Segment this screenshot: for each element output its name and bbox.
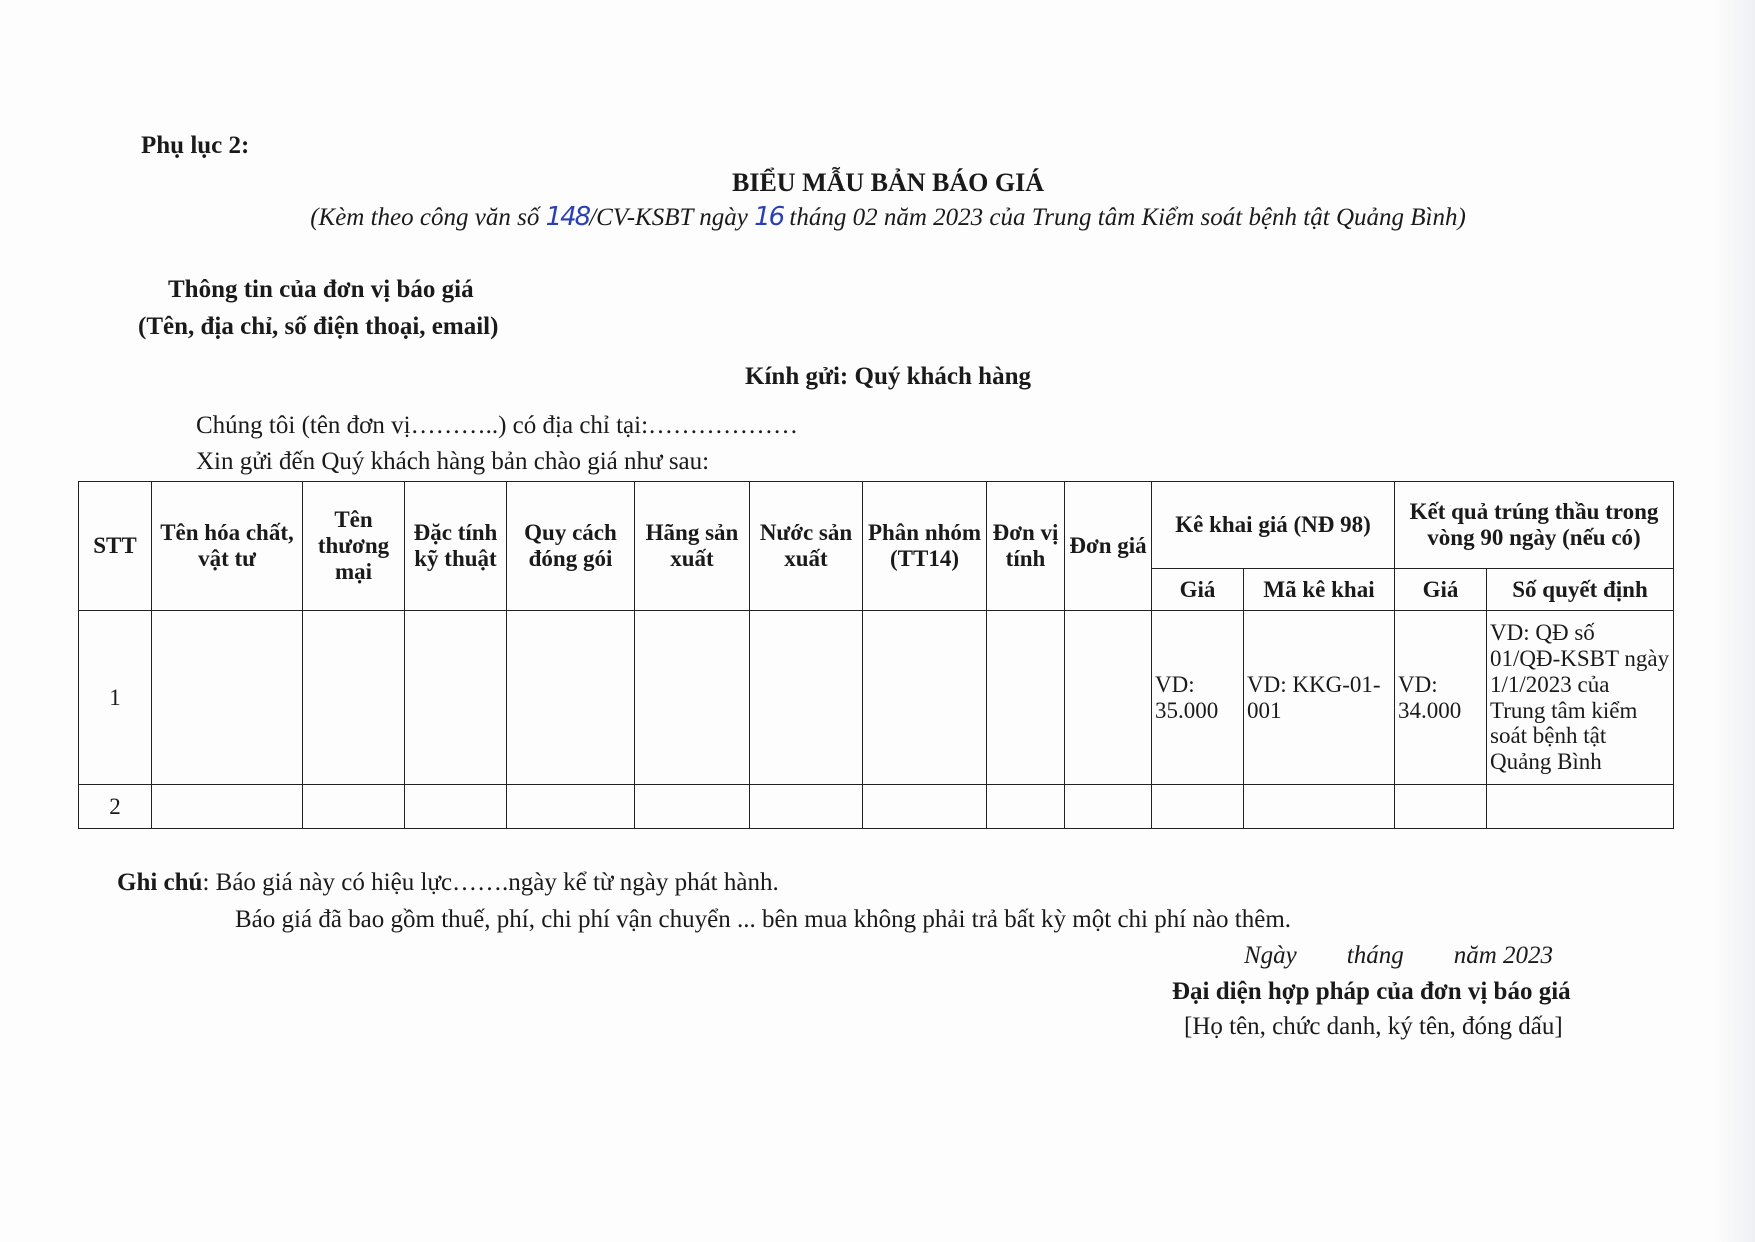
- appendix-label: Phụ lục 2:: [141, 132, 250, 159]
- header-declared-group: Kê khai giá (NĐ 98): [1152, 482, 1395, 569]
- document-subtitle: [0, 204, 1755, 230]
- header-declared-price: Giá: [1152, 569, 1244, 611]
- recipient-line: Kính gửi: Quý khách hàng: [745, 363, 1031, 390]
- document-title: BIỂU MẪU BẢN BÁO GIÁ: [731, 168, 1045, 197]
- cell-declared-price: VD: 35.000: [1152, 611, 1244, 785]
- sender-info-fields: (Tên, địa chỉ, số điện thoại, email): [138, 313, 499, 340]
- table-row: [79, 611, 1674, 785]
- header-name: Tên hóa chất, vật tư: [152, 482, 303, 611]
- cell-declared-price: [1152, 785, 1244, 829]
- cell-stt: 1: [79, 611, 152, 785]
- signature-title: Đại diện hợp pháp của đơn vị báo giá: [1172, 978, 1571, 1005]
- subtitle-text: (Kèm theo công văn số: [310, 204, 546, 231]
- cell-result-price: [1395, 785, 1487, 829]
- table-row: [79, 785, 1674, 829]
- subtitle-text: /CV-KSBT ngày: [589, 204, 755, 231]
- header-group: Phân nhóm (TT14): [863, 482, 987, 611]
- handwritten-day: 16: [754, 202, 784, 232]
- cell-decision-no: [1487, 785, 1674, 829]
- intro-line-2: Xin gửi đến Quý khách hàng bản chào giá như sau:: [196, 448, 710, 475]
- header-manufacturer: Hãng sản xuất: [635, 482, 750, 611]
- sender-info-heading: Thông tin của đơn vị báo giá: [168, 276, 474, 303]
- intro-line-1: Chúng tôi (tên đơn vị………..) có địa chỉ tại:………………: [196, 412, 799, 439]
- header-stt: STT: [79, 482, 152, 611]
- header-packing: Quy cách đóng gói: [507, 482, 635, 611]
- cell-result-price: VD: 34.000: [1395, 611, 1487, 785]
- cell-declared-code: VD: KKG-01-001: [1244, 611, 1395, 785]
- handwritten-doc-number: 148: [545, 202, 590, 232]
- header-decision-no: Số quyết định: [1487, 569, 1674, 611]
- cell-stt: 2: [79, 785, 152, 829]
- note-text: : Báo giá này có hiệu lực…….ngày kể từ ngày phát hành.: [202, 869, 779, 896]
- header-result-price: Giá: [1395, 569, 1487, 611]
- quotation-table: [78, 481, 1674, 829]
- cell-declared-code: [1244, 785, 1395, 829]
- header-country: Nước sản xuất: [750, 482, 863, 611]
- signature-instruction: [Họ tên, chức danh, ký tên, đóng dấu]: [1184, 1013, 1563, 1040]
- header-result-group: Kết quả trúng thầu trong vòng 90 ngày (nếu có): [1395, 482, 1674, 569]
- subtitle-text: tháng 02 năm 2023 của Trung tâm Kiểm soát bệnh tật Quảng Bình): [783, 204, 1466, 231]
- header-declared-code: Mã kê khai: [1244, 569, 1395, 611]
- signature-date: Ngày tháng năm 2023: [1244, 942, 1554, 969]
- header-specs: Đặc tính kỹ thuật: [405, 482, 507, 611]
- header-trade-name: Tên thương mại: [303, 482, 405, 611]
- cell-decision-no: VD: QĐ số 01/QĐ-KSBT ngày 1/1/2023 của Trung tâm kiểm soát bệnh tật Quảng Bình: [1487, 611, 1674, 785]
- header-unit-price: Đơn giá: [1065, 482, 1152, 611]
- note-label: Ghi chú: [117, 869, 203, 896]
- header-unit: Đơn vị tính: [987, 482, 1065, 611]
- note-line-1: [117, 870, 779, 895]
- note-line-2: Báo giá đã bao gồm thuế, phí, chi phí vận chuyển ... bên mua không phải trả bất kỳ một chi phí nào thêm.: [235, 906, 1292, 933]
